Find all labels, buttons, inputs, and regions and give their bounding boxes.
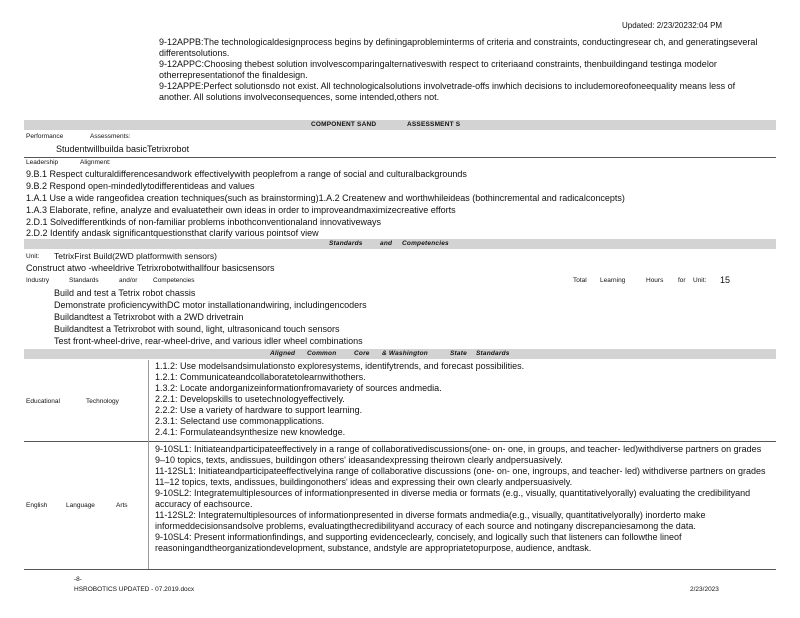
hours-label: Unit: [693,277,707,284]
ed-tech-item: 1.3.2: Locate andorganizeinformationfromavariety of sources andmedia. [155,383,442,393]
hours-label: for [678,277,686,284]
aligned-band-text: Common [307,350,337,357]
footer-date: 2/23/2023 [690,586,719,593]
competency-item: Demonstrate proficiencywithDC motor installationandwiring, includingencoders [54,300,367,310]
components-band [24,120,776,130]
intro-standards [159,37,767,103]
divider [24,441,776,442]
divider [24,157,776,158]
unit-value: TetrixFirst Build(2WD platformwith sensors) [54,251,217,261]
document-filename: HSROBOTICS UPDATED - 07.2019.docx [74,586,195,593]
intro-standard-appb: 9-12APPB:The technologicaldesignprocess begins by definingaprobleminterms of criteria and constraints, conductingresear ch, and generatingseveral differentsolutions. [159,37,758,58]
industry-label: and/or [119,277,138,284]
alignment-label: Alignment: [80,159,111,166]
ela-label: Language [66,502,95,509]
components-band-right: ASSESSMENT S [407,121,461,128]
ed-tech-label: Educational [26,398,60,405]
hours-label: Hours [646,277,664,284]
competency-item: Build and test a Tetrix robot chassis [54,288,196,298]
construct-text: Construct atwo -wheeldrive Tetrixrobotwithallfour basicsensors [26,263,275,273]
aligned-band-text: Aligned [270,350,296,357]
ela-item: 9-10SL1: Initiateandparticipateeffectively in a range of collaborativediscussions(one- on- one, in groups, and teacher- led)withdiverse partners on grades 9–10 topics, texts, andissues, buildingon others' ideasandexpressing theirown clearly andpersuasively. [155,444,762,465]
leadership-item: 2.D.2 Identify andask significantquestionsthat clarify various pointsof view [26,228,319,238]
performance-label: Performance [26,133,64,140]
ela-standards [155,444,767,554]
competency-item: Buildandtest a Tetrixrobot with a 2WD drivetrain [54,312,244,322]
aligned-band-text: State [450,350,467,357]
page-number: -8- [74,576,82,583]
standards-band-text: Standards [329,240,363,247]
ed-tech-item: 1.1.2: Use modelsandsimulationsto exploresystems, identifytrends, and forecast possibilities. [155,361,525,371]
assessments-label: Assessments: [90,133,131,140]
intro-standard-appe: 9-12APPE:Perfect solutionsdo not exist. All technologicalsolutions involvetrade-offs inwhich decisions to includemoreofoneequality means less of another. All solutions involveconsequences, some intended,others not. [159,81,736,102]
unit-label: Unit: [26,253,40,260]
competency-item: Test front-wheel-drive, rear-wheel-drive, and various idler wheel combinations [54,336,363,346]
ela-item: 11-12SL1: Initiateandparticipateeffectivelyina range of collaborative discussions (one- on- one, ingroups, and teacher- led) withdiverse partners on grades 11–12 topics, texts, andissues, buildingonothers' ideas and expressing their own clearly andpersuasively. [155,466,766,487]
ela-item: 9-10SL4: Present informationfindings, and supporting evidenceclearly, concisely, and logically such that listeners can followthe lineof reasoningandtheorganizationdevelopment, substance, andstyle are appropriatetopurpose, audience, andtask. [155,532,682,553]
ed-tech-item: 2.2.1: Developskills to usetechnologyeffectively. [155,394,345,404]
ed-tech-item: 2.2.2: Use a variety of hardware to support learning. [155,405,363,415]
updated-timestamp: Updated: 2/23/20232:04 PM [622,21,723,30]
leadership-item: 1.A.3 Elaborate, refine, analyze and evaluatetheir own ideas in order to improveandmaximizecreative efforts [26,205,456,215]
leadership-item: 1.A.1 Use a wide rangeofidea creation techniques(such as brainstorming)1.A.2 Createnew and worthwhileideas (bothincremental and radicalconcepts) [26,193,625,203]
standards-band-text: and [380,240,393,247]
ela-item: 9-10SL2: Integratemultiplesources of informationpresented in diverse media or formats (e.g., visually, quantitativelyorally) evaluating the credibilityand accuracy of eachsource. [155,488,751,509]
ela-item: 11-12SL2: Integratemultiplesources of informationpresented in diverse formats andmedia(e.g., visually, quantitativelyorally) inorderto make informeddecisionsandsolve problems, evaluatingthecredibilityand accuracy of each source and notingany discrepanciesamong the data. [155,510,706,531]
performance-item: Studentwillbuilda basicTetrixrobot [56,144,190,154]
hours-label: Total [573,277,587,284]
leadership-item: 2.D.1 Solvedifferentkinds of non-familiar problems inbothconventionaland innovativeways [26,217,382,227]
leadership-label: Leadership [26,159,59,166]
hours-label: Learning [600,277,626,284]
leadership-item: 9.B.1 Respect culturaldifferencesandwork effectivelywith peoplefrom a range of social and culturalbackgrounds [26,169,467,179]
standards-band-text: Competencies [402,240,449,247]
ed-tech-item: 2.4.1: Formulateandsynthesize new knowledge. [155,427,346,437]
industry-label: Industry [26,277,50,284]
competency-item: Buildandtest a Tetrixrobot with sound, light, ultrasonicand touch sensors [54,324,340,334]
intro-standard-appc: 9-12APPC:Choosing thebest solution involvescomparingalternativeswith respect to criteriaand constraints, thenbuildingand testinga modelor otherrepresentationof the finaldesign. [159,59,717,80]
leadership-item: 9.B.2 Respond open-mindedlytodifferentideas and values [26,181,255,191]
industry-label: Standards [69,277,99,284]
hours-value: 15 [720,275,731,285]
aligned-band-text: & Washington [382,350,428,357]
aligned-band-text: Core [354,350,370,357]
ela-label: Arts [116,502,128,509]
ed-tech-standards [155,361,767,438]
ela-label: English [26,502,48,509]
ed-tech-item: 1.2.1: Communicateandcollaboratetolearnwithothers. [155,372,366,382]
industry-label: Competencies [153,277,195,284]
ed-tech-item: 2.3.1: Selectand use commonapplications. [155,416,325,426]
ed-tech-label: Technology [86,398,119,405]
column-divider [148,360,149,569]
divider [24,569,776,570]
standards-band [24,239,776,249]
components-band-left: COMPONENT SAND [311,121,377,128]
aligned-band-text: Standards [476,350,510,357]
aligned-standards-band [24,349,776,359]
